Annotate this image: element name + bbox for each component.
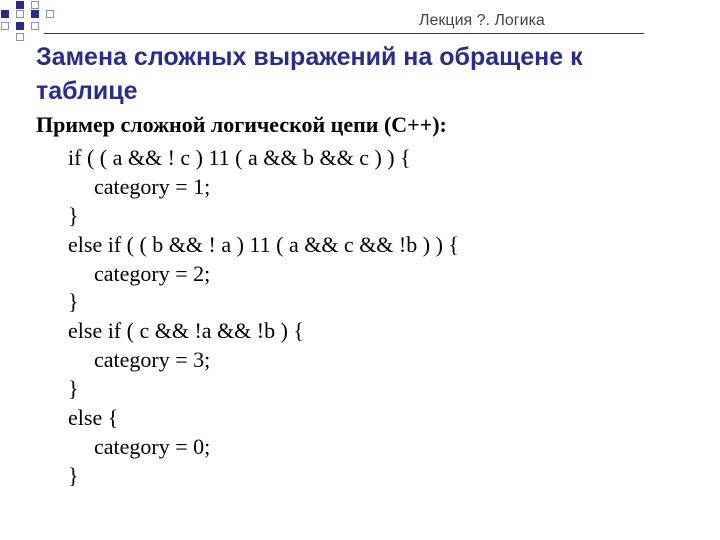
- code-line: }: [68, 202, 79, 228]
- code-line: if ( ( a && ! c ) 11 ( a && b && c ) ) {: [68, 145, 411, 170]
- lecture-header: Лекция ?. Логика: [419, 12, 545, 29]
- code-line: }: [68, 462, 79, 488]
- code-line: category = 0;: [94, 433, 211, 459]
- code-line: }: [68, 376, 79, 402]
- code-line: else if ( ( b && ! a ) 11 ( a && c && !b ) ) {: [68, 231, 459, 257]
- code-block: [68, 144, 459, 491]
- decorative-squares: [0, 0, 60, 45]
- slide-title: Замена сложных выражений на обращене к таблице: [36, 43, 583, 105]
- code-line: else if ( c && !a && !b ) {: [68, 318, 304, 344]
- code-line: category = 1;: [94, 173, 211, 199]
- slide-subtitle: Пример сложной логической цепи (C++):: [36, 112, 447, 137]
- header-divider: [44, 33, 644, 34]
- code-line: category = 3;: [94, 347, 211, 373]
- code-line: }: [68, 289, 79, 315]
- code-line: else {: [68, 405, 119, 431]
- code-line: category = 2;: [94, 260, 211, 286]
